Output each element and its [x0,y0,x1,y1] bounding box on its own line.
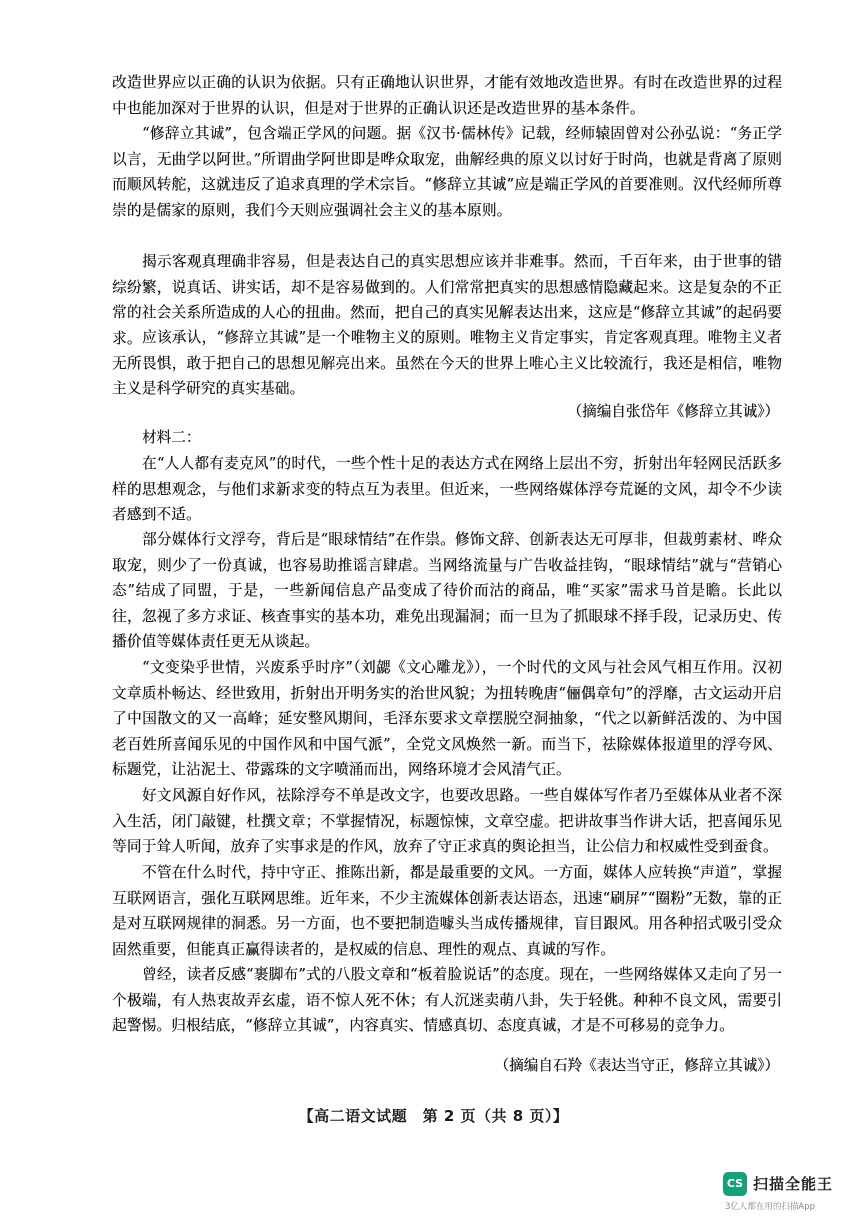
paragraph: 好文风源自好作风，祛除浮夸不单是改文字，也要改思路。一些自媒体写作者乃至媒体从业者不深入生活，闭门敲键，杜撰文章；不掌握情况，标题惊悚，文章空虚。把讲故事当作讲大话，把喜闻乐见等同于耸人听闻，放弃了实事求是的作风，放弃了守正求真的舆论担当，让公信力和权威性受到蚕食。 [112,787,782,856]
paragraph: 不管在什么时代，持中守正、推陈出新，都是最重要的文风。一方面，媒体人应转换“声道”，掌握互联网语言，强化互联网思维。近年来，不少主流媒体创新表达语态，迅速“刷屏”“圈粉”无数，靠的正是对互联网规律的洞悉。另一方面，也不要把制造噱头当成传播规律，盲目跟风。用各种招式吸引受众固然重要，但能真正赢得读者的，是权威的信息、理性的观点、真诚的写作。 [112,864,782,958]
paragraph: 应该承认，“修辞立其诚”是一个唯物主义的原则。唯物主义肯定事实，肯定客观真理。唯物主义者无所畏惧，敢于把自己的思想见解亮出来。虽然在今天的世界上唯心主义比较流行，我还是相信，唯物主义是科学研究的真实基础。 [112,329,782,398]
scanner-watermark [723,1168,853,1214]
source-citation: （摘编自张岱年《修辞立其诚》） [567,403,779,420]
paragraph: 在“人人都有麦克风”的时代，一些个性十足的表达方式在网络上层出不穷，折射出年轻网民活跃多样的思想观念，与他们求新求变的特点互为表里。但近来，一些网络媒体浮夸荒诞的文风，却令不少读者感到不适。 [112,455,782,524]
page-footer: 【高二语文试题 第 2 页（共 8 页）】 [298,1107,569,1125]
watermark-app-name: 扫描全能王 [753,1175,834,1193]
paragraph: 部分媒体行文浮夸，背后是“眼球情结”在作祟。修饰文辞、创新表达无可厚非，但裁剪素材、哗众取宠，则少了一份真诚，也容易助推谣言肆虐。当网络流量与广告收益挂钩，“眼球情结”就与“营销心态”结成了同盟，于是，一些新闻信息产品变成了待价而沽的商品，唯“买家”需求马首是瞻。长此以往，忽视了多方求证、核查事实的基本功，难免出现漏洞；而一旦为了抓眼球不择手段，记录历史、传播价值等媒体责任更无从谈起。 [112,531,782,651]
section-heading: 材料二： [142,429,201,446]
paragraph-continuation: 改造世界应以正确的认识为依据。只有正确地认识世界，才能有效地改造世界。有时在改造世界的过程中也能加深对于世界的认识，但是对于世界的正确认识还是改造世界的基本条件。 [112,74,782,117]
paragraph: 揭示客观真理确非容易，但是表达自己的真实思想应该并非难事。然而，千百年来，由于世事的错综纷繁，说真话、讲实话，却不是容易做到的。人们常常把真实的思想感情隐藏起来。这是复杂的不正常的社会关系所造成的人心的扭曲。然而，把自己的真实见解表达出来，这应是“修辞立其诚”的起码要求。 [112,253,782,347]
paragraph: “修辞立其诚”，包含端正学风的问题。据《汉书·儒林传》记载，经师辕固曾对公孙弘说：“务正学以言，无曲学以阿世。”所谓曲学阿世即是哗众取宠，曲解经典的原义以讨好于时尚，也就是背离了原则而顺风转舵，这就违反了追求真理的学术宗旨。“修辞立其诚”应是端正学风的首要准则。汉代经师所尊崇的是儒家的原则，我们今天则应强调社会主义的基本原则。 [112,125,782,219]
paragraph: “文变染乎世情，兴废系乎时序”（刘勰《文心雕龙》），一个时代的文风与社会风气相互作用。汉初文章质朴畅达、经世致用，折射出开明务实的治世风貌；为扭转晚唐“俪偶章句”的浮靡，古文运动开启了中国散文的又一高峰；延安整风期间，毛泽东要求文章摆脱空洞抽象，“代之以新鲜活泼的、为中国老百姓所喜闻乐见的中国作风和中国气派”，全党文风焕然一新。而当下，祛除媒体报道里的浮夸风、标题党，让沾泥土、带露珠的文字喷涌而出，网络环境才会风清气正。 [112,659,782,779]
watermark-tagline: 3亿人都在用的扫描App [725,1202,816,1212]
paragraph: 曾经，读者反感“裹脚布”式的八股文章和“板着脸说话”的态度。现在，一些网络媒体又走向了另一个极端，有人热衷故弄玄虚，语不惊人死不休；有人沉迷卖萌八卦，失于轻佻。种种不良文风，需要引起警惕。归根结底，“修辞立其诚”，内容真实、情感真切、态度真诚，才是不可移易的竞争力。 [112,966,782,1035]
source-citation: （摘编自石羚《表达当守正，修辞立其诚》） [494,1057,779,1074]
camscanner-logo-icon: CS [723,1172,747,1196]
